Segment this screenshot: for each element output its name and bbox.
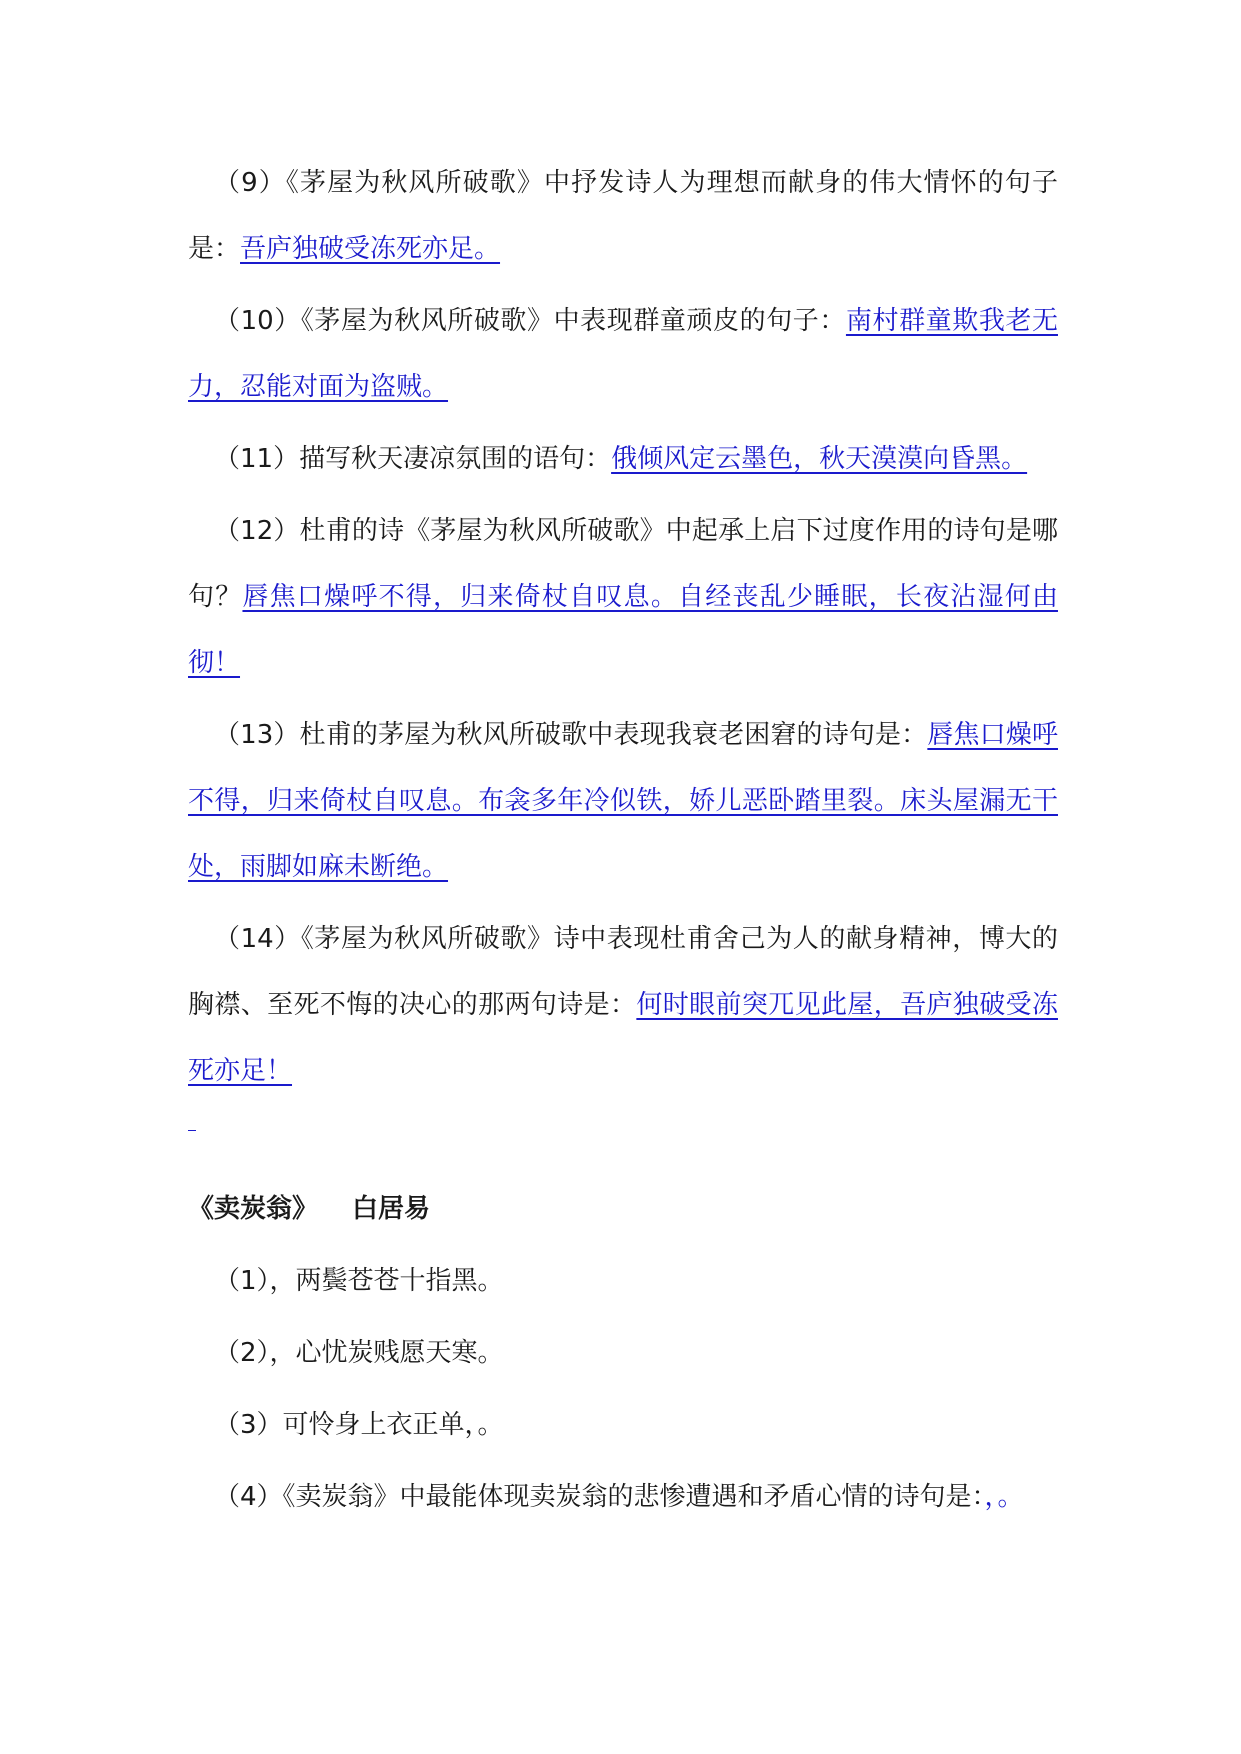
- poem-question-1: [188, 1248, 1058, 1314]
- question-text: （14）《茅屋为秋风所破歌》诗中表现杜甫舍己为人的献身精神，博大的胸襟、至死不悔的决心的那两句诗是：: [188, 924, 1058, 1020]
- answer-text: 唇焦口燥呼不得，归来倚杖自叹息。自经丧乱少睡眠，长夜沾湿何由彻！: [188, 582, 1058, 678]
- poem-author: 白居易: [352, 1194, 431, 1224]
- question-9: [188, 150, 1058, 282]
- empty-link-line: [188, 1110, 1058, 1166]
- answer-text: 唇焦口燥呼不得，归来倚杖自叹息。布衾多年冷似铁，娇儿恶卧踏里裂。床头屋漏无干处，雨脚如麻未断绝。: [188, 720, 1058, 882]
- question-text: （3）可怜身上衣正单，。: [214, 1410, 504, 1440]
- answer-text: 南村群童欺我老无力，忍能对面为盗贼。: [188, 306, 1058, 402]
- question-text: （10）《茅屋为秋风所破歌》中表现群童顽皮的句子：: [214, 306, 846, 336]
- poem-question-3: [188, 1392, 1058, 1458]
- question-text: （1），两鬓苍苍十指黑。: [214, 1266, 504, 1296]
- answer-text: 何时眼前突兀见此屋，吾庐独破受冻死亦足！: [188, 990, 1058, 1086]
- question-14: [188, 906, 1058, 1104]
- question-11: [188, 426, 1058, 492]
- question-12: [188, 498, 1058, 696]
- answer-text: 吾庐独破受冻死亦足。: [240, 234, 501, 264]
- question-text: （11）描写秋天凄凉氛围的语句：: [214, 444, 612, 474]
- question-text: （13）杜甫的茅屋为秋风所破歌中表现我衰老困窘的诗句是：: [214, 720, 928, 750]
- question-text: （12）杜甫的诗《茅屋为秋风所破歌》中起承上启下过度作用的诗句是哪句？: [188, 516, 1058, 612]
- underline-mark: [188, 1130, 196, 1131]
- poem-title: 《卖炭翁》: [188, 1194, 319, 1224]
- question-13: [188, 702, 1058, 900]
- poem-question-2: [188, 1320, 1058, 1386]
- document-page: [188, 150, 1058, 1536]
- answer-text: 俄倾风定云墨色，秋天漠漠向昏黑。: [611, 444, 1028, 474]
- poem-question-4: [188, 1464, 1058, 1530]
- poem-heading: [188, 1176, 1058, 1242]
- question-text: （2），心忧炭贱愿天寒。: [214, 1338, 504, 1368]
- question-text: （9）《茅屋为秋风所破歌》中抒发诗人为理想而献身的伟大情怀的句子是：: [188, 168, 1058, 264]
- question-10: [188, 288, 1058, 420]
- question-text: （4）《卖炭翁》中最能体现卖炭翁的悲惨遭遇和矛盾心情的诗句是：: [214, 1482, 985, 1512]
- answer-blank: ，。: [984, 1482, 1024, 1512]
